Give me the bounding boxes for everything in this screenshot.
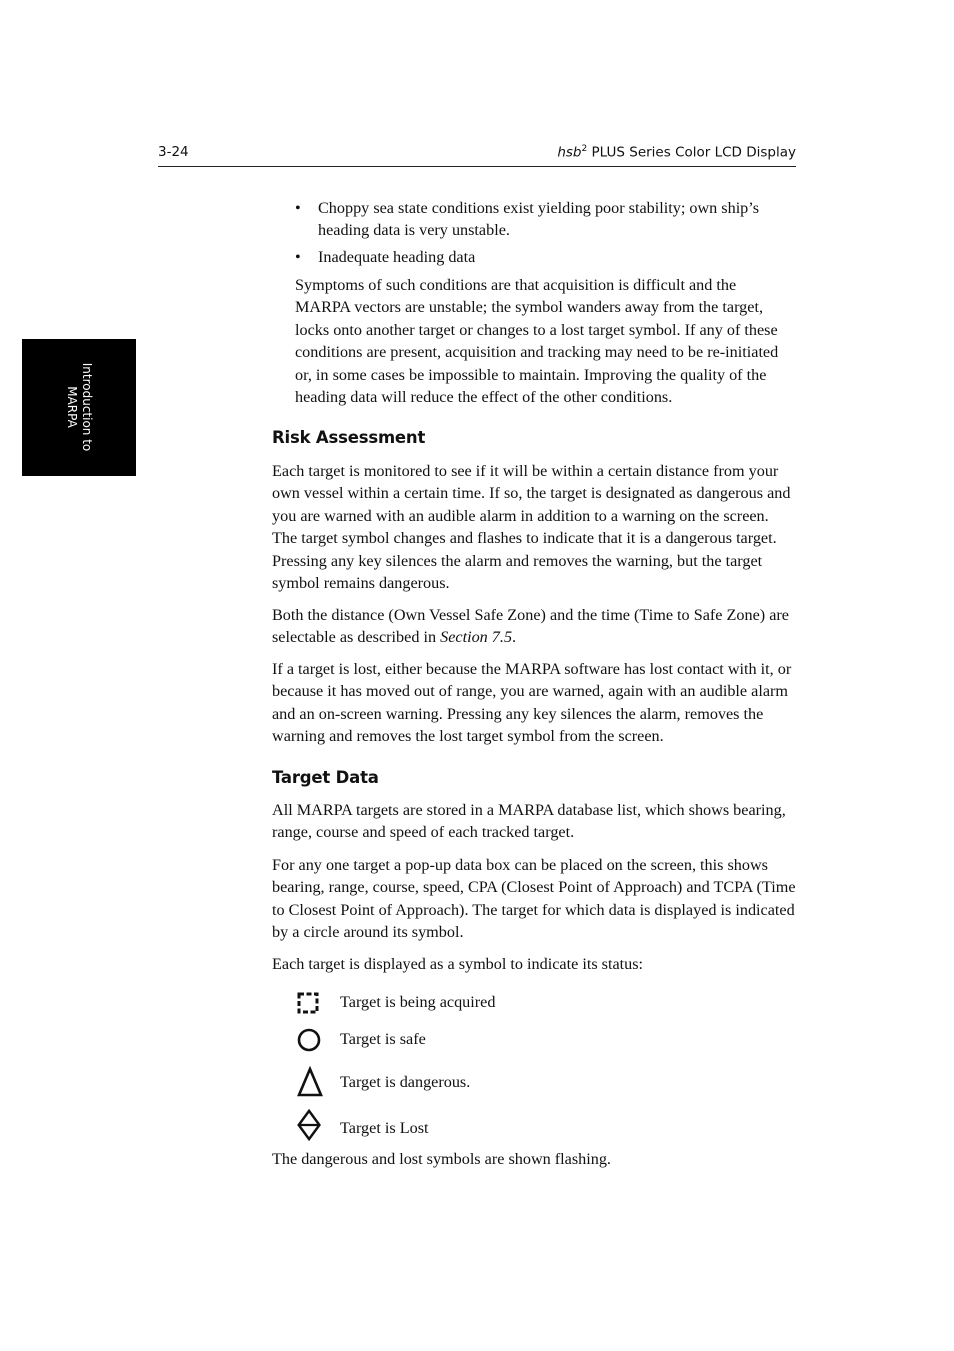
symbol-label-dangerous: Target is dangerous. [340,1073,471,1091]
target-paragraph-3 [272,953,796,975]
target-paragraph-1-text: All MARPA targets are stored in a MARPA database list, which shows bearing, range, course and speed of each tracked target. [272,801,786,842]
symbol-label-acquiring: Target is being acquired [340,993,496,1011]
bullet-item [295,197,795,243]
diamond-cross-icon [296,1109,324,1141]
risk-paragraph-2 [272,604,796,649]
closing-paragraph-text: The dangerous and lost symbols are shown flashing. [272,1150,611,1168]
chapter-tab-line1: Introduction to [80,362,94,452]
risk-paragraph-2-text [272,604,796,649]
risk-assessment-heading: Risk Assessment [272,428,426,447]
dashed-square-icon [296,988,324,1020]
running-title [557,144,796,161]
bullet-item [295,246,795,269]
chapter-tab-label [64,363,94,452]
chapter-tab [22,339,136,476]
title-brand: hsb [557,144,582,161]
risk-paragraph-1-text: Each target is monitored to see if it will be within a certain distance from your own vessel within a certain time. If so, the target is designated as dangerous and you are warned with an audible alarm in addition to a warning on the screen. The target symbol changes and flashes to indicate that it is a dangerous target. Pressing any key silences the alarm and removes the warning, but the target symbol remains dangerous. [272,462,791,593]
target-paragraph-3-text: Each target is displayed as a symbol to indicate its status: [272,955,644,973]
page-number: 3-24 [158,144,189,160]
risk-paragraph-2-before: Both the distance (Own Vessel Safe Zone) and the time (Time to Safe Zone) are selectable as described in [272,606,789,647]
bullet-marker: • [295,199,301,217]
risk-paragraph-3 [272,658,796,748]
symbol-label-lost: Target is Lost [340,1119,429,1137]
target-data-heading: Target Data [272,768,379,787]
title-superscript: 2 [581,144,588,154]
bullet-text: Choppy sea state conditions exist yielding poor stability; own ship’s heading data is very unstable. [318,199,760,240]
circle-icon [296,1024,324,1056]
closing-paragraph [272,1148,796,1170]
target-paragraph-2-text: For any one target a pop-up data box can be placed on the screen, this shows bearing, range, course, speed, CPA (Closest Point of Approach) and TCPA (Time to Closest Point of Approach). The target for which data is displayed is indicated by a circle around its symbol. [272,856,796,942]
target-paragraph-1 [272,799,796,844]
title-rest: PLUS Series Color LCD Display [587,144,796,161]
bullet-marker: • [295,248,301,266]
risk-paragraph-2-after: . [512,628,517,647]
triangle-icon [296,1066,324,1098]
bullet-text: Inadequate heading data [318,248,476,266]
page-header [158,142,796,167]
section-reference-link[interactable]: Section 7.5 [440,628,513,647]
intro-paragraph [295,274,795,408]
chapter-tab-line2: MARPA [65,386,79,428]
symbol-label-safe: Target is safe [340,1030,426,1048]
target-paragraph-2 [272,854,796,944]
risk-paragraph-1 [272,460,796,594]
risk-paragraph-3-text: If a target is lost, either because the MARPA software has lost contact with it, or because it has moved out of range, you are warned, again with an audible alarm and an on-screen warning. Pressing any key silences the alarm, removes the warning and removes the lost target symbol from the screen. [272,660,792,746]
intro-paragraph-text: Symptoms of such conditions are that acquisition is difficult and the MARPA vectors are unstable; the symbol wanders away from the target, locks onto another target or changes to a lost target symbol. If any of these conditions are present, acquisition and tracking may need to be re-initiated or, in some cases be impossible to maintain. Improving the quality of the heading data will reduce the effect of the other conditions. [295,276,779,407]
